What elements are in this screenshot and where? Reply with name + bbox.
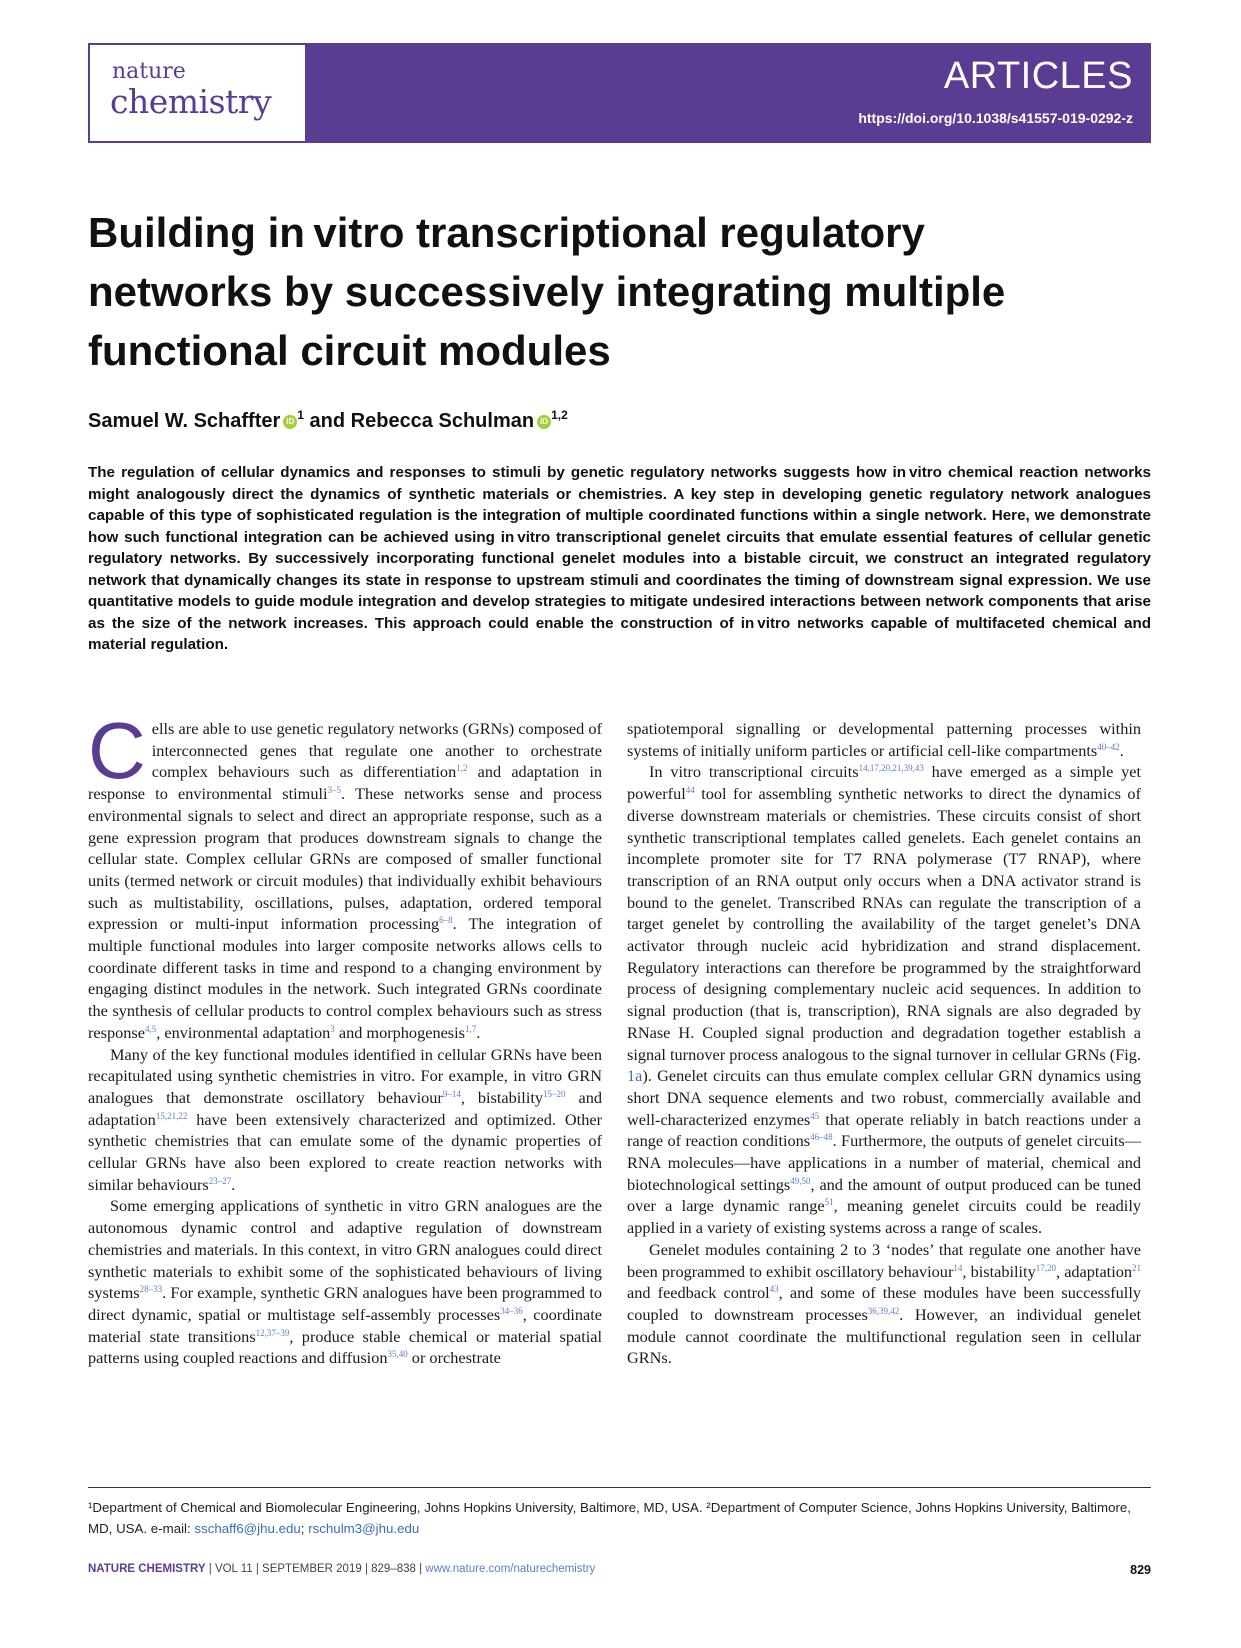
citation-ref[interactable]: 40–42 bbox=[1097, 741, 1120, 752]
citation-ref[interactable]: 15–20 bbox=[543, 1088, 566, 1099]
citation-ref[interactable]: 9–14 bbox=[442, 1088, 461, 1099]
citation-ref[interactable]: 15,21,22 bbox=[155, 1110, 188, 1121]
body-text: . bbox=[476, 1022, 481, 1042]
body-column-right bbox=[627, 718, 1141, 1369]
body-paragraph bbox=[88, 1195, 602, 1369]
citation-ref[interactable]: 6–8 bbox=[439, 915, 453, 926]
page-footer bbox=[88, 1563, 595, 1575]
doi-link[interactable]: https://doi.org/10.1038/s41557-019-0292-z bbox=[858, 110, 1133, 126]
citation-ref[interactable]: 3 bbox=[330, 1023, 335, 1034]
citation-ref[interactable]: 34–36 bbox=[500, 1305, 523, 1316]
logo-word-nature: nature bbox=[112, 59, 186, 84]
author-list bbox=[88, 409, 568, 431]
journal-logo bbox=[90, 45, 305, 141]
body-text: have emerged as a simple yet powerful bbox=[627, 762, 1141, 804]
body-text: . However, an individual genelet module cannot coordinate the multifunctional regulation seen in cellular GRNs. bbox=[627, 1304, 1142, 1368]
body-text: ). Genelet circuits can thus emulate complex cellular GRN dynamics using short DNA sequence elements and two robust, commercially available and well-characterized enzymes bbox=[627, 1066, 1141, 1129]
citation-ref[interactable]: 35,40 bbox=[387, 1349, 408, 1360]
citation-ref[interactable]: 49,50 bbox=[790, 1175, 811, 1186]
body-text: . bbox=[1119, 740, 1124, 760]
email-link[interactable]: sschaff6@jhu.edu bbox=[194, 1521, 301, 1536]
email-link[interactable]: rschulm3@jhu.edu bbox=[308, 1521, 420, 1536]
body-text: that operate reliably in batch reactions under a range of reaction conditions bbox=[627, 1109, 1141, 1151]
footer-details: | VOL 11 | SEPTEMBER 2019 | 829–838 | bbox=[205, 1563, 426, 1575]
body-text: . The integration of multiple functional modules into larger composite networks allows cells to coordinate different tasks in time and respond to a changing environment by engaging distinct modules in the network. Such integrated GRNs coordinate the synthesis of cellular products to control complex behaviours such as stress response bbox=[88, 914, 602, 1042]
body-text: , bistability bbox=[962, 1261, 1036, 1281]
citation-ref[interactable]: 12,37–39 bbox=[255, 1327, 290, 1338]
body-text: tool for assembling synthetic networks to direct the dynamics of diverse downstream materials or chemistries. These circuits consist of short synthetic transcriptional templates called genelets. Each genelet contains an incomplete promoter site for T7 RNA polymerase (T7 RNAP), where transcription of an RNA output only occurs when a DNA activator strand is bound to the genelet. Transcribed RNAs can regulate the transcription of a target genelet by controlling the availability of the target genelet’s DNA activator through nucleic acid hybridization and strand displacement. Regulatory interactions can therefore be programmed by the straightforward process of designing complementary nucleic acid sequences. In addition to signal production (that is, transcription), RNA signals are also degraded by RNase H. Coupled signal production and degradation together establish a signal turnover process analogous to the signal turnover in cellular GRNs (Fig. bbox=[627, 784, 1141, 1064]
citation-ref[interactable]: 45 bbox=[810, 1110, 820, 1121]
body-text: . These networks sense and process environmental signals to select and direct an appropriate response, such as a gene expression program that produces downstream signals to change the cellular state. Complex cellular GRNs are composed of smaller functional units (termed network or circuit modules) that individually exhibit behaviours such as multistability, oscillations, pulses, adaptation, ordered temporal expression or multi-input information processing bbox=[88, 784, 602, 934]
affiliations bbox=[88, 1497, 1151, 1539]
body-text: , environmental adaptation bbox=[156, 1022, 331, 1042]
body-text: . For example, synthetic GRN analogues have been programmed to direct dynamic, spatial or multistage self-assembly processes bbox=[88, 1283, 602, 1324]
body-text: , coordinate material state transitions bbox=[88, 1304, 602, 1346]
body-text: ells are able to use genetic regulatory networks (GRNs) composed of interconnected genes that regulate one another to orchestrate complex behaviours such as differentiation bbox=[151, 719, 602, 782]
citation-ref[interactable]: 43 bbox=[769, 1284, 779, 1295]
body-text: . Furthermore, the outputs of genelet circuits—RNA molecules—have applications in a number of material, chemical and biotechnological settings bbox=[627, 1131, 1141, 1194]
body-text: . bbox=[231, 1174, 236, 1194]
orcid-icon[interactable]: iD bbox=[283, 415, 297, 429]
body-text: and morphogenesis bbox=[334, 1022, 466, 1042]
body-text: , meaning genelet circuits could be readily applied in a variety of existing systems across a range of scales. bbox=[627, 1196, 1141, 1238]
body-paragraph bbox=[627, 718, 1141, 761]
citation-ref[interactable]: 14 bbox=[953, 1262, 963, 1273]
body-text: or orchestrate bbox=[407, 1348, 501, 1368]
citation-ref[interactable]: 28–33 bbox=[139, 1284, 163, 1295]
citation-ref[interactable]: 46–48 bbox=[810, 1132, 833, 1143]
abstract: The regulation of cellular dynamics and responses to stimuli by genetic regulatory networks suggests how in vitro chemical reaction networks might analogously direct the dynamics of synthetic materials or chemistries. A key step in developing genetic regulatory network analogues capable of this type of sophisticated regulation is the integration of multiple coordinated functions within a single network. Here, we demonstrate how such functional integration can be achieved using in vitro transcriptional genelet circuits that emulate essential features of cellular genetic regulatory networks. By successively incorporating functional genelet modules into a bistable circuit, we construct an integrated regulatory network that dynamically changes its state in response to upstream stimuli and coordinates the timing of downstream signal expression. We use quantitative models to guide module integration and develop strategies to mitigate undesired interactions between network components that arise as the size of the network increases. This approach could enable the construction of in vitro networks capable of multifaceted chemical and material regulation. bbox=[88, 464, 1151, 653]
email-separator: ; bbox=[300, 1521, 309, 1536]
body-text: Some emerging applications of synthetic in vitro GRN analogues are the autonomous dynamic control and adaptive regulation of downstream chemistries and materials. In this context, in vitro GRN analogues could direct synthetic materials to exhibit some of the sophisticated behaviours of living systems bbox=[88, 1196, 602, 1303]
body-column-left bbox=[88, 706, 603, 1369]
body-text: spatiotemporal signalling or developmental patterning processes within systems of initially uniform particles or artificial cell-like compartments bbox=[627, 719, 1141, 760]
body-text: , bistability bbox=[460, 1087, 544, 1107]
author-affiliation: 1,2 bbox=[551, 408, 568, 422]
author-name: Rebecca Schulman bbox=[350, 410, 535, 432]
body-paragraph bbox=[88, 706, 602, 1044]
body-text: , and the amount of output produced can be tuned over a large dynamic range bbox=[627, 1174, 1141, 1216]
article-title: Building in vitro transcriptional regulatory networks by successively integrating multiple functional circuit modules bbox=[88, 209, 1006, 374]
body-text: and feedback control bbox=[627, 1283, 770, 1303]
citation-ref[interactable]: 23–27 bbox=[208, 1175, 232, 1186]
affiliations-text: ¹Department of Chemical and Biomolecular Engineering, Johns Hopkins University, Baltimore, MD, USA. ²Department of Computer Science, Johns Hopkins University, Baltimore, MD, USA. e-mail: bbox=[88, 1500, 1131, 1536]
citation-ref[interactable]: 21 bbox=[1132, 1262, 1141, 1273]
figure-ref[interactable]: 1a bbox=[627, 1066, 643, 1086]
footer-journal: NATURE CHEMISTRY bbox=[88, 1563, 206, 1575]
author-affiliation: 1 bbox=[297, 408, 304, 422]
orcid-icon[interactable]: iD bbox=[537, 415, 551, 429]
body-paragraph bbox=[627, 761, 1141, 1238]
footer-url[interactable]: www.nature.com/naturechemistry bbox=[425, 1563, 596, 1575]
citation-ref[interactable]: 51 bbox=[824, 1197, 834, 1208]
author-connector: and bbox=[309, 410, 346, 432]
logo-word-chemistry: chemistry bbox=[110, 82, 272, 121]
body-paragraph bbox=[88, 1044, 602, 1196]
citation-ref[interactable]: 36,39,42 bbox=[867, 1305, 900, 1316]
body-text: and adaptation in response to environmental stimuli bbox=[88, 762, 602, 804]
citation-ref[interactable]: 14,17,20,21,39,43 bbox=[858, 763, 924, 774]
body-text: Many of the key functional modules identified in cellular GRNs have been recapitulated using synthetic chemistries in vitro. For example, in vitro GRN analogues that demonstrate oscillatory behaviour bbox=[88, 1044, 602, 1107]
section-label: ARTICLES bbox=[943, 55, 1133, 97]
body-text: , and some of these modules have been successfully coupled to downstream processes bbox=[627, 1283, 1141, 1324]
citation-ref[interactable]: 44 bbox=[685, 785, 695, 796]
body-text: , produce stable chemical or material spatial patterns using coupled reactions and diffusion bbox=[88, 1326, 602, 1368]
body-text: have been extensively characterized and optimized. Other synthetic chemistries that can emulate some of the dynamic properties of cellular GRNs have also been explored to create reaction networks with similar behaviours bbox=[88, 1109, 602, 1194]
body-paragraph bbox=[627, 1239, 1141, 1369]
page-number: 829 bbox=[1130, 1563, 1151, 1577]
citation-ref[interactable]: 1,7 bbox=[465, 1023, 477, 1034]
citation-ref[interactable]: 4,5 bbox=[144, 1023, 157, 1034]
body-text: In vitro transcriptional circuits bbox=[649, 762, 859, 782]
citation-ref[interactable]: 1,2 bbox=[456, 763, 468, 774]
citation-ref[interactable]: 3–5 bbox=[327, 785, 342, 796]
body-text: , adaptation bbox=[1055, 1261, 1132, 1281]
drop-cap: C bbox=[88, 706, 146, 795]
body-text: and adaptation bbox=[88, 1087, 603, 1129]
footnote-divider bbox=[88, 1487, 1151, 1488]
body-text: Genelet modules containing 2 to 3 ‘nodes’ that regulate one another have been programmed to exhibit oscillatory behaviour bbox=[627, 1239, 1141, 1281]
author-name: Samuel W. Schaffter bbox=[88, 410, 281, 432]
citation-ref[interactable]: 17,20 bbox=[1035, 1262, 1056, 1273]
